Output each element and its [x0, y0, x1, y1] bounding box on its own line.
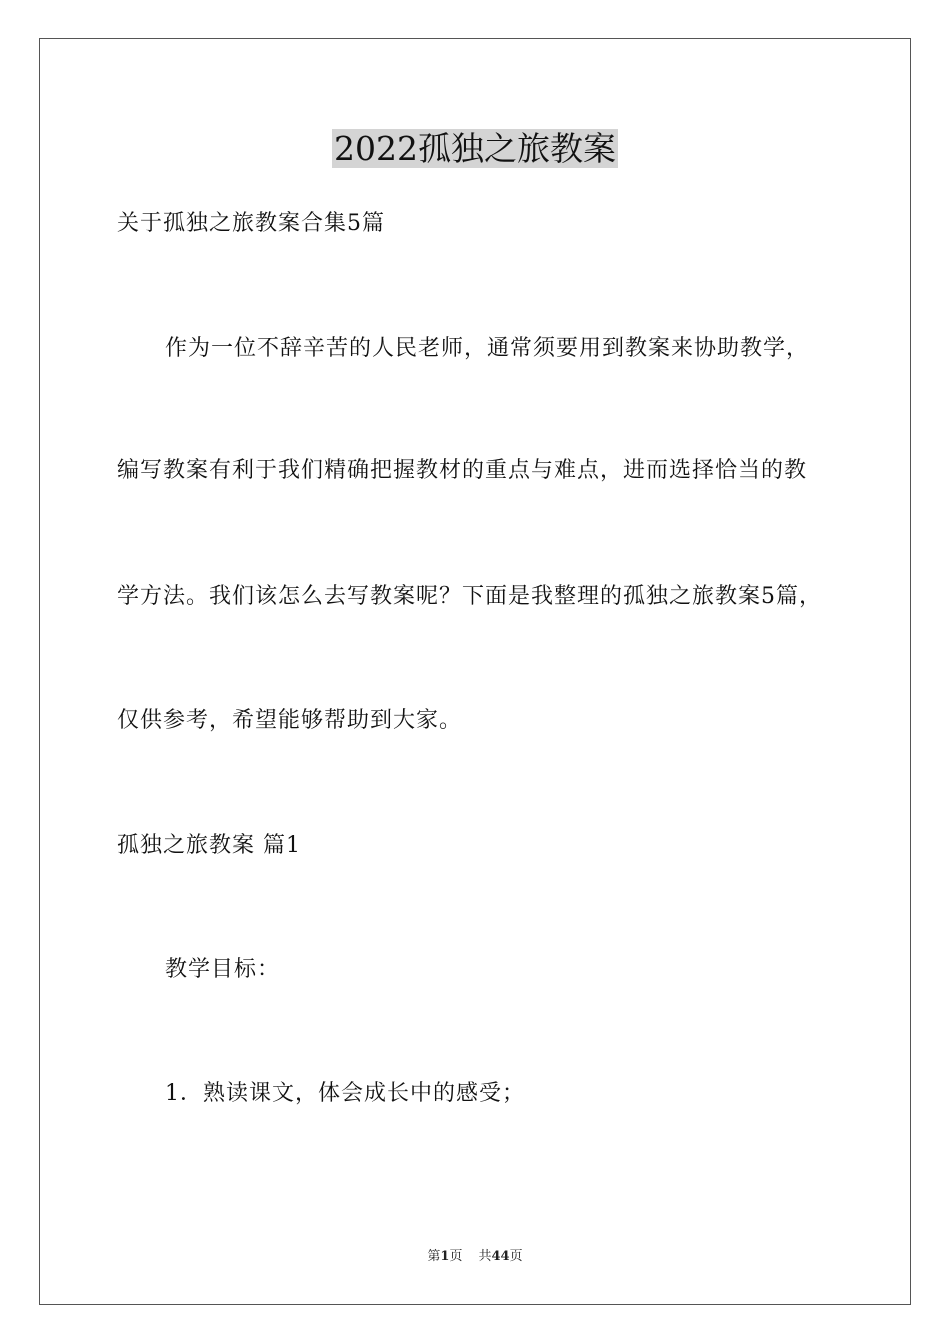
title-text: 2022孤独之旅教案 — [334, 129, 616, 168]
intro-line-3: 学方法。我们该怎么去写教案呢？下面是我整理的孤独之旅教案5篇， — [117, 584, 822, 609]
section-heading: 孤独之旅教案 篇1 — [117, 833, 301, 858]
document-title — [0, 127, 950, 171]
footer-page-prefix: 第 — [427, 1249, 441, 1264]
objectives-label: 教学目标： — [165, 957, 281, 982]
document-subtitle: 关于孤独之旅教案合集5篇 — [117, 211, 385, 236]
page-footer — [0, 1248, 950, 1266]
intro-line-2: 编写教案有利于我们精确把握教材的重点与难点，进而选择恰当的教 — [117, 458, 808, 483]
footer-page-number: 1 — [440, 1249, 450, 1264]
footer-total-suffix: 页 — [509, 1249, 523, 1264]
footer-total-prefix: 共 — [478, 1249, 492, 1264]
objective-item-1: 1．熟读课文，体会成长中的感受； — [165, 1081, 525, 1106]
footer-total-pages: 44 — [491, 1249, 510, 1264]
intro-line-1: 作为一位不辞辛苦的人民老师，通常须要用到教案来协助教学， — [165, 336, 810, 361]
footer-page-suffix: 页 — [449, 1249, 463, 1264]
intro-line-4: 仅供参考，希望能够帮助到大家。 — [117, 708, 463, 733]
